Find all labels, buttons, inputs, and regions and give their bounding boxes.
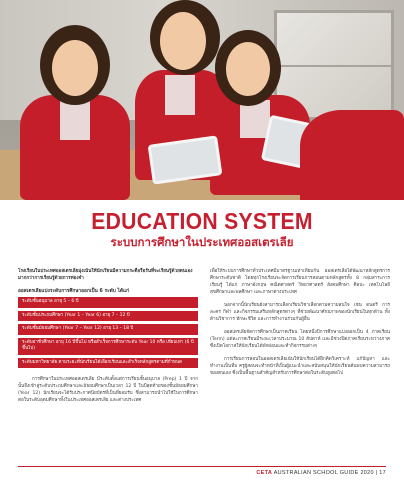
footer-brand: CETA <box>256 470 273 476</box>
footer-separator: | <box>375 470 378 476</box>
student-face <box>160 12 206 70</box>
page-footer <box>0 460 404 480</box>
page-subtitle: ระบบการศึกษาในประเทศออสเตรเลีย <box>110 235 294 249</box>
page-title: EDUCATION SYSTEM <box>91 208 313 234</box>
student-arm <box>300 110 404 200</box>
page-number: 17 <box>379 470 386 476</box>
hero-photo <box>0 0 404 200</box>
intro-paragraph: โรงเรียนในประเทศออสเตรเลียมุ่งเน้นให้นักเรียนมีความกระตือรือร้นที่จะเรียนรู้ด้วยตนเองมากกว่าการเรียนรู้ด้วยการท่องจำ <box>18 269 193 281</box>
student-shirt <box>165 75 195 115</box>
education-level-item: ระดับชั้นอนุบาล อายุ 5 – 6 ปี <box>18 297 198 308</box>
footer-rule <box>18 466 386 467</box>
closing-paragraph: การศึกษาในประเทศออสเตรเลีย มีระดับตั้งแต่การเรียนชั้นอนุบาล (Prep) 1 ปี จากนั้นจึงเข้าสู่ระดับประถมศึกษาและมัธยมศึกษาเป็นเวลา 12 ปี ในปีสุดท้ายของชั้นมัธยมศึกษา (Year 12) นักเรียนจะได้รับประกาศนียบัตรที่เป็นที่ยอมรับ ซึ่งสามารถนำไปใช้ในการศึกษาต่อในระดับอุดมศึกษาทั้งในประเทศออสเตรเลีย และต่างประเทศ <box>18 377 198 404</box>
right-column <box>210 268 390 383</box>
levels-lead: ออสเตรเลียแบ่งระดับการศึกษาออกเป็น 6 ระดับ ได้แก่ <box>18 289 129 294</box>
education-level-item: ระดับมหาวิทยาลัย ตามระยะที่นักเรียนได้เลือกเรียนและสำเร็จหลักสูตรตามที่กำหนด <box>18 358 198 369</box>
education-levels-list <box>18 297 198 368</box>
body-paragraph: นอกจากนี้นักเรียนยังสามารถเลือกเรียนวิชาเลือกตามความสนใจ เช่น ดนตรี การละคร กีฬา และกิจกรรมเสริมหลักสูตรต่างๆ ที่ช่วยพัฒนาศักยภาพของนักเรียนในทุกด้าน ทั้งด้านวิชาการ ทักษะชีวิต และการทำงานร่วมกับผู้อื่น <box>210 303 390 322</box>
student-shirt <box>60 100 90 140</box>
body-paragraph: ออสเตรเลียจัดการศึกษาเป็นภาคเรียน โดยหนึ่งปีการศึกษาแบ่งออกเป็น 4 ภาคเรียน (Term) แต่ละภาคเรียนมีระยะเวลาประมาณ 10 สัปดาห์ และมีช่วงปิดภาคเรียนระหว่างภาค ซึ่งเปิดโอกาสให้นักเรียนได้พักผ่อนและทำกิจกรรมต่างๆ <box>210 330 390 349</box>
body-paragraph: เพื่อให้ระบบการศึกษาทั่วประเทศมีมาตรฐานเท่าเทียมกัน ออสเตรเลียได้พัฒนาหลักสูตรการศึกษาระดับชาติ โดยทุกโรงเรียนจะจัดการเรียนการสอนตามหลักสูตรทั้ง 8 กลุ่มสาระการเรียนรู้ ได้แก่ ภาษาอังกฤษ คณิตศาสตร์ วิทยาศาสตร์ สังคมศึกษา ศิลปะ เทคโนโลยี สุขศึกษาและพลศึกษา และภาษาต่างประเทศ <box>210 269 390 295</box>
education-level-item: ระดับอาชีวศึกษา อายุ 16 ปีขึ้นไป หรือสำเร็จการศึกษาระดับ Year 10 หรือ เทียบเท่า (6 ปีขึ้นไป) <box>18 338 198 355</box>
left-column <box>18 268 198 410</box>
student-face <box>52 40 98 96</box>
footer-guide: AUSTRALIAN SCHOOL GUIDE 2020 <box>273 470 374 476</box>
education-level-item: ระดับชั้นมัธยมศึกษา (Year 7 – Year 12) อายุ 13 – 18 ปี <box>18 324 198 335</box>
student-face <box>226 42 270 96</box>
footer-text <box>256 470 386 476</box>
education-level-item: ระดับชั้นประถมศึกษา (Year 1 – Year 6) อายุ 7 – 12 ปี <box>18 311 198 322</box>
body-paragraph: การเรียนการสอนในออสเตรเลียเน้นให้นักเรียนได้ฝึกคิดวิเคราะห์ แก้ปัญหา และทำงานเป็นทีม ครูผู้สอนจะทำหน้าที่เป็นผู้แนะนำและสนับสนุนให้นักเรียนค้นพบความสามารถของตนเอง ซึ่งเป็นพื้นฐานสำคัญสำหรับการศึกษาต่อในระดับสูงต่อไป <box>210 357 390 376</box>
